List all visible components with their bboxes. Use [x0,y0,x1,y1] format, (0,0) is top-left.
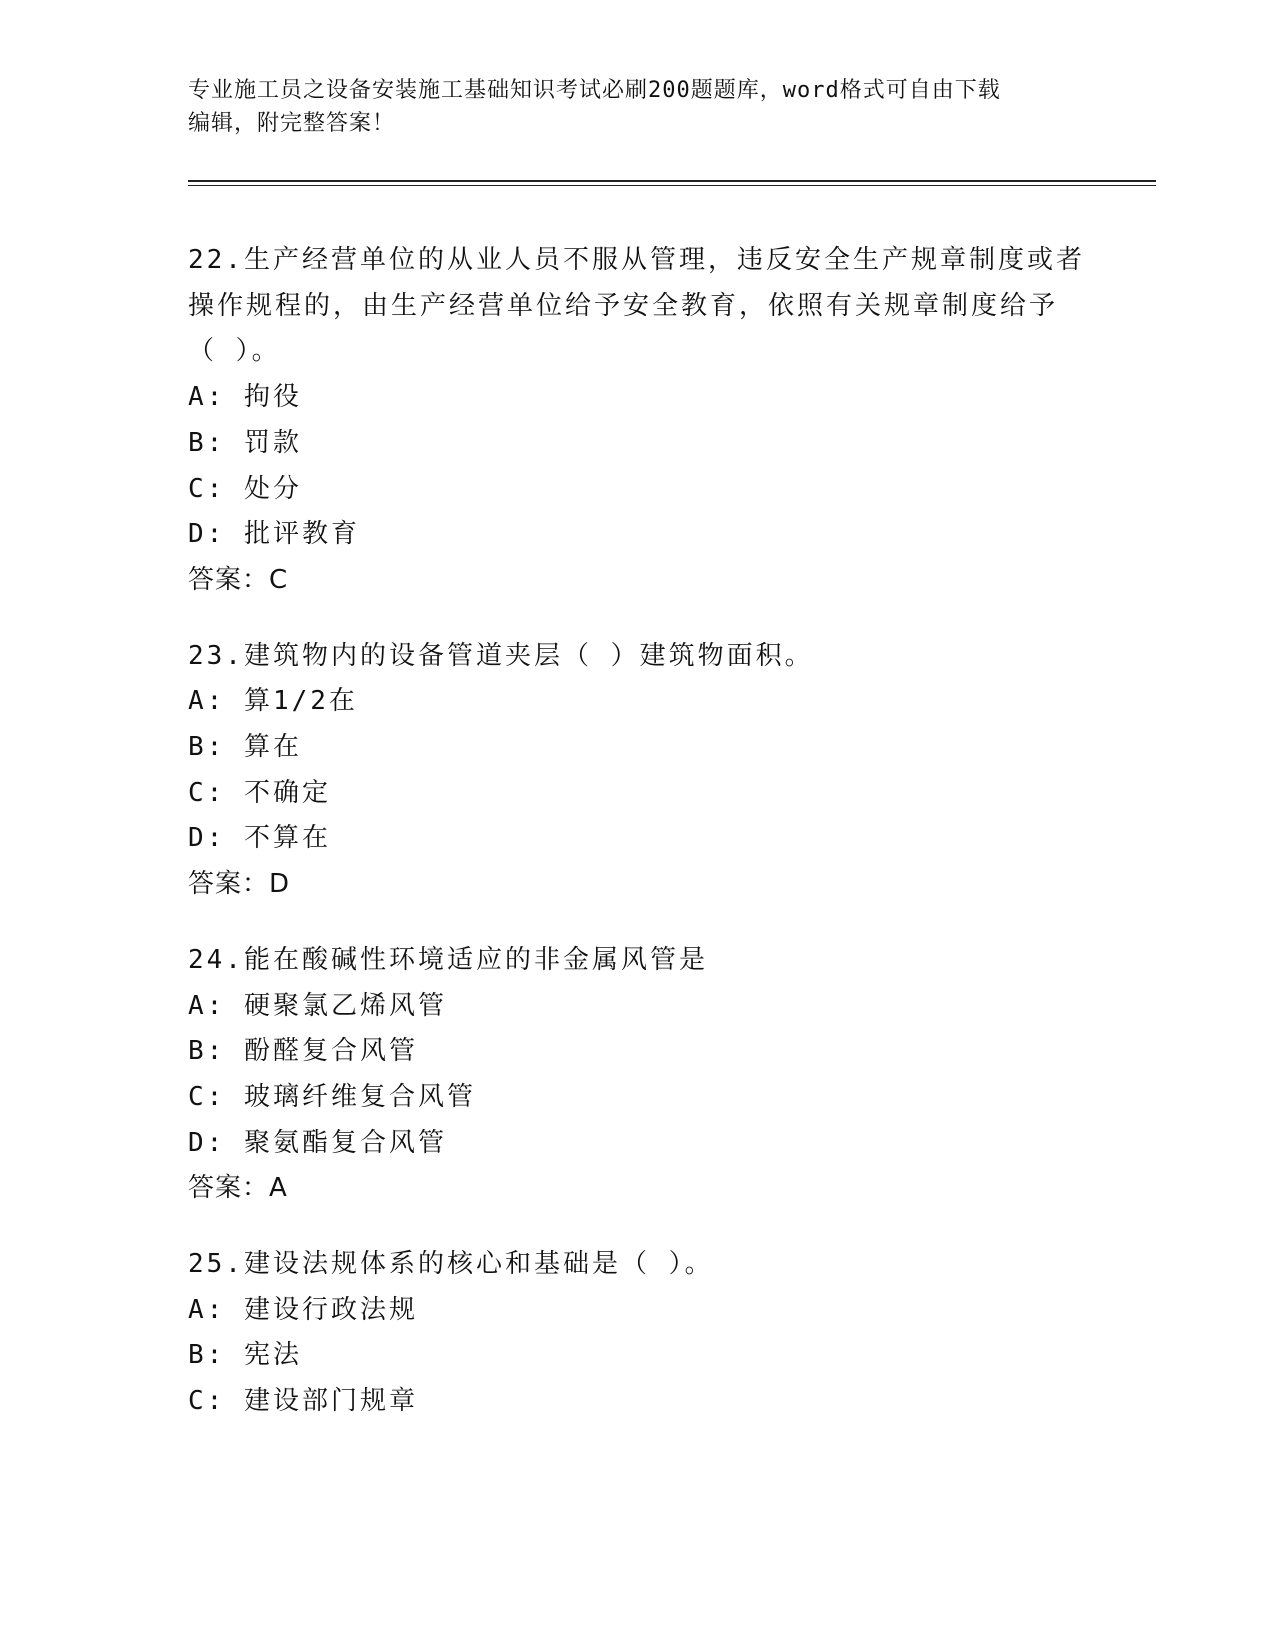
option-a: A: 硬聚氯乙烯风管 [188,990,447,1021]
option-c: C: 建设部门规章 [188,1386,418,1417]
question-stem-line: 25.建设法规体系的核心和基础是（ ）。 [188,1249,714,1280]
header-divider [188,180,1156,186]
question-22 [188,238,1088,604]
option-d: D: 聚氨酯复合风管 [188,1127,447,1158]
question-stem-line: 24.能在酸碱性环境适应的非金属风管是 [188,944,708,975]
option-d: D: 不算在 [188,823,331,854]
question-23 [188,634,1088,908]
header-text-line-1: 专业施工员之设备安装施工基础知识考试必刷200题题库，word格式可自由下载 [188,78,1001,103]
option-c: C: 玻璃纤维复合风管 [188,1081,476,1112]
question-stem-line: 22.生产经营单位的从业人员不服从管理，违反安全生产规章制度或者 [188,245,1085,275]
question-25 [188,1242,1088,1425]
option-c: C: 不确定 [188,777,331,808]
question-list [188,238,1088,1455]
question-stem-line: 23.建筑物内的设备管道夹层（ ）建筑物面积。 [188,640,814,671]
option-a: A: 拘役 [188,382,302,413]
answer-line: 答案：A [188,1173,288,1204]
option-b: B: 算在 [188,732,302,763]
question-stem-line: （ ）。 [188,336,281,367]
option-d: D: 批评教育 [188,519,360,550]
option-b: B: 酚醛复合风管 [188,1036,418,1067]
option-b: B: 罚款 [188,427,302,458]
answer-line: 答案：D [188,869,291,900]
question-24 [188,938,1088,1212]
document-header [188,74,1068,140]
option-c: C: 处分 [188,473,302,504]
option-a: A: 算1/2在 [188,686,358,717]
header-text-line-2: 编辑，附完整答案！ [188,111,396,136]
option-b: B: 宪法 [188,1340,302,1371]
question-stem-line: 操作规程的，由生产经营单位给予安全教育，依照有关规章制度给予 [188,290,1059,321]
answer-line: 答案：C [188,564,289,595]
option-a: A: 建设行政法规 [188,1294,418,1325]
